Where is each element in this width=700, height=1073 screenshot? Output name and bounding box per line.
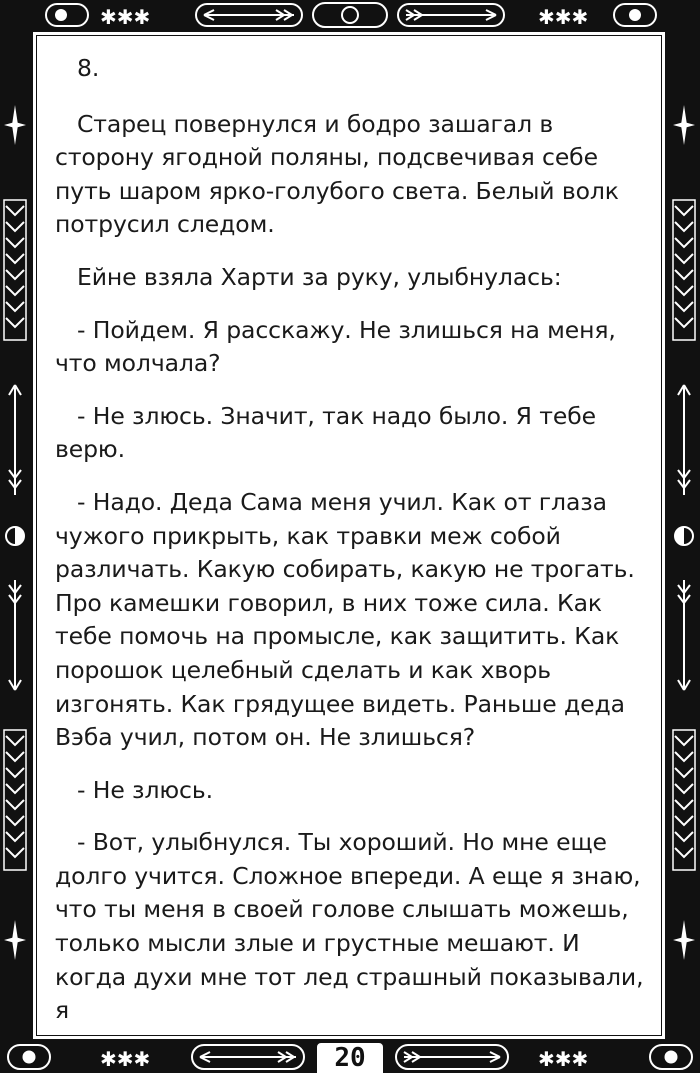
left-band: [4, 105, 26, 960]
paragraph: Старец повернулся и бодро зашагал в сторону ягодной поляны, подсвечивая себе путь шаром ярко-голубого света. Белый волк потрусил следом.: [55, 109, 619, 239]
paragraph: - Не злюсь.: [77, 775, 213, 804]
paragraph: - Вот, улыбнулся. Ты хороший. Но мне еще долго учится. Сложное впереди. А еще я знаю, что ты меня в своей голове слышать можешь, только мысли злые и грустные мешают. И когда духи мне тот лед страшный показывали, я: [55, 828, 644, 1025]
paragraph: - Надо. Деда Сама меня учил. Как от глаза чужого прикрыть, как травки меж собой различать. Какую собирать, какую не трогать. Про камешки говорил, в них тоже сила. Как тебе помочь на промысле, как защитить. Как порошок целебный сделать и как хворь изгонять. Как грядущее видеть. Раньше деда Вэба учил, потом он. Не злишься?: [55, 487, 635, 752]
svg-text:✱✱✱: ✱✱✱: [538, 1047, 589, 1071]
paragraph: Ейне взяла Харти за руку, улыбнулась:: [77, 262, 562, 291]
top-band: [46, 3, 656, 29]
right-band: [673, 105, 695, 960]
svg-text:✱✱✱: ✱✱✱: [100, 1047, 151, 1071]
chapter-number: 8.: [77, 54, 100, 82]
svg-text:✱✱✱: ✱✱✱: [100, 5, 151, 29]
svg-text:✱✱✱: ✱✱✱: [538, 5, 589, 29]
paragraph: - Пойдем. Я расскажу. Не злишься на меня, что молчала?: [55, 315, 616, 378]
page-number: 20: [315, 1041, 385, 1073]
body-text: [55, 52, 645, 1047]
paragraph: - Не злюсь. Значит, так надо было. Я тебе верю.: [55, 401, 596, 464]
